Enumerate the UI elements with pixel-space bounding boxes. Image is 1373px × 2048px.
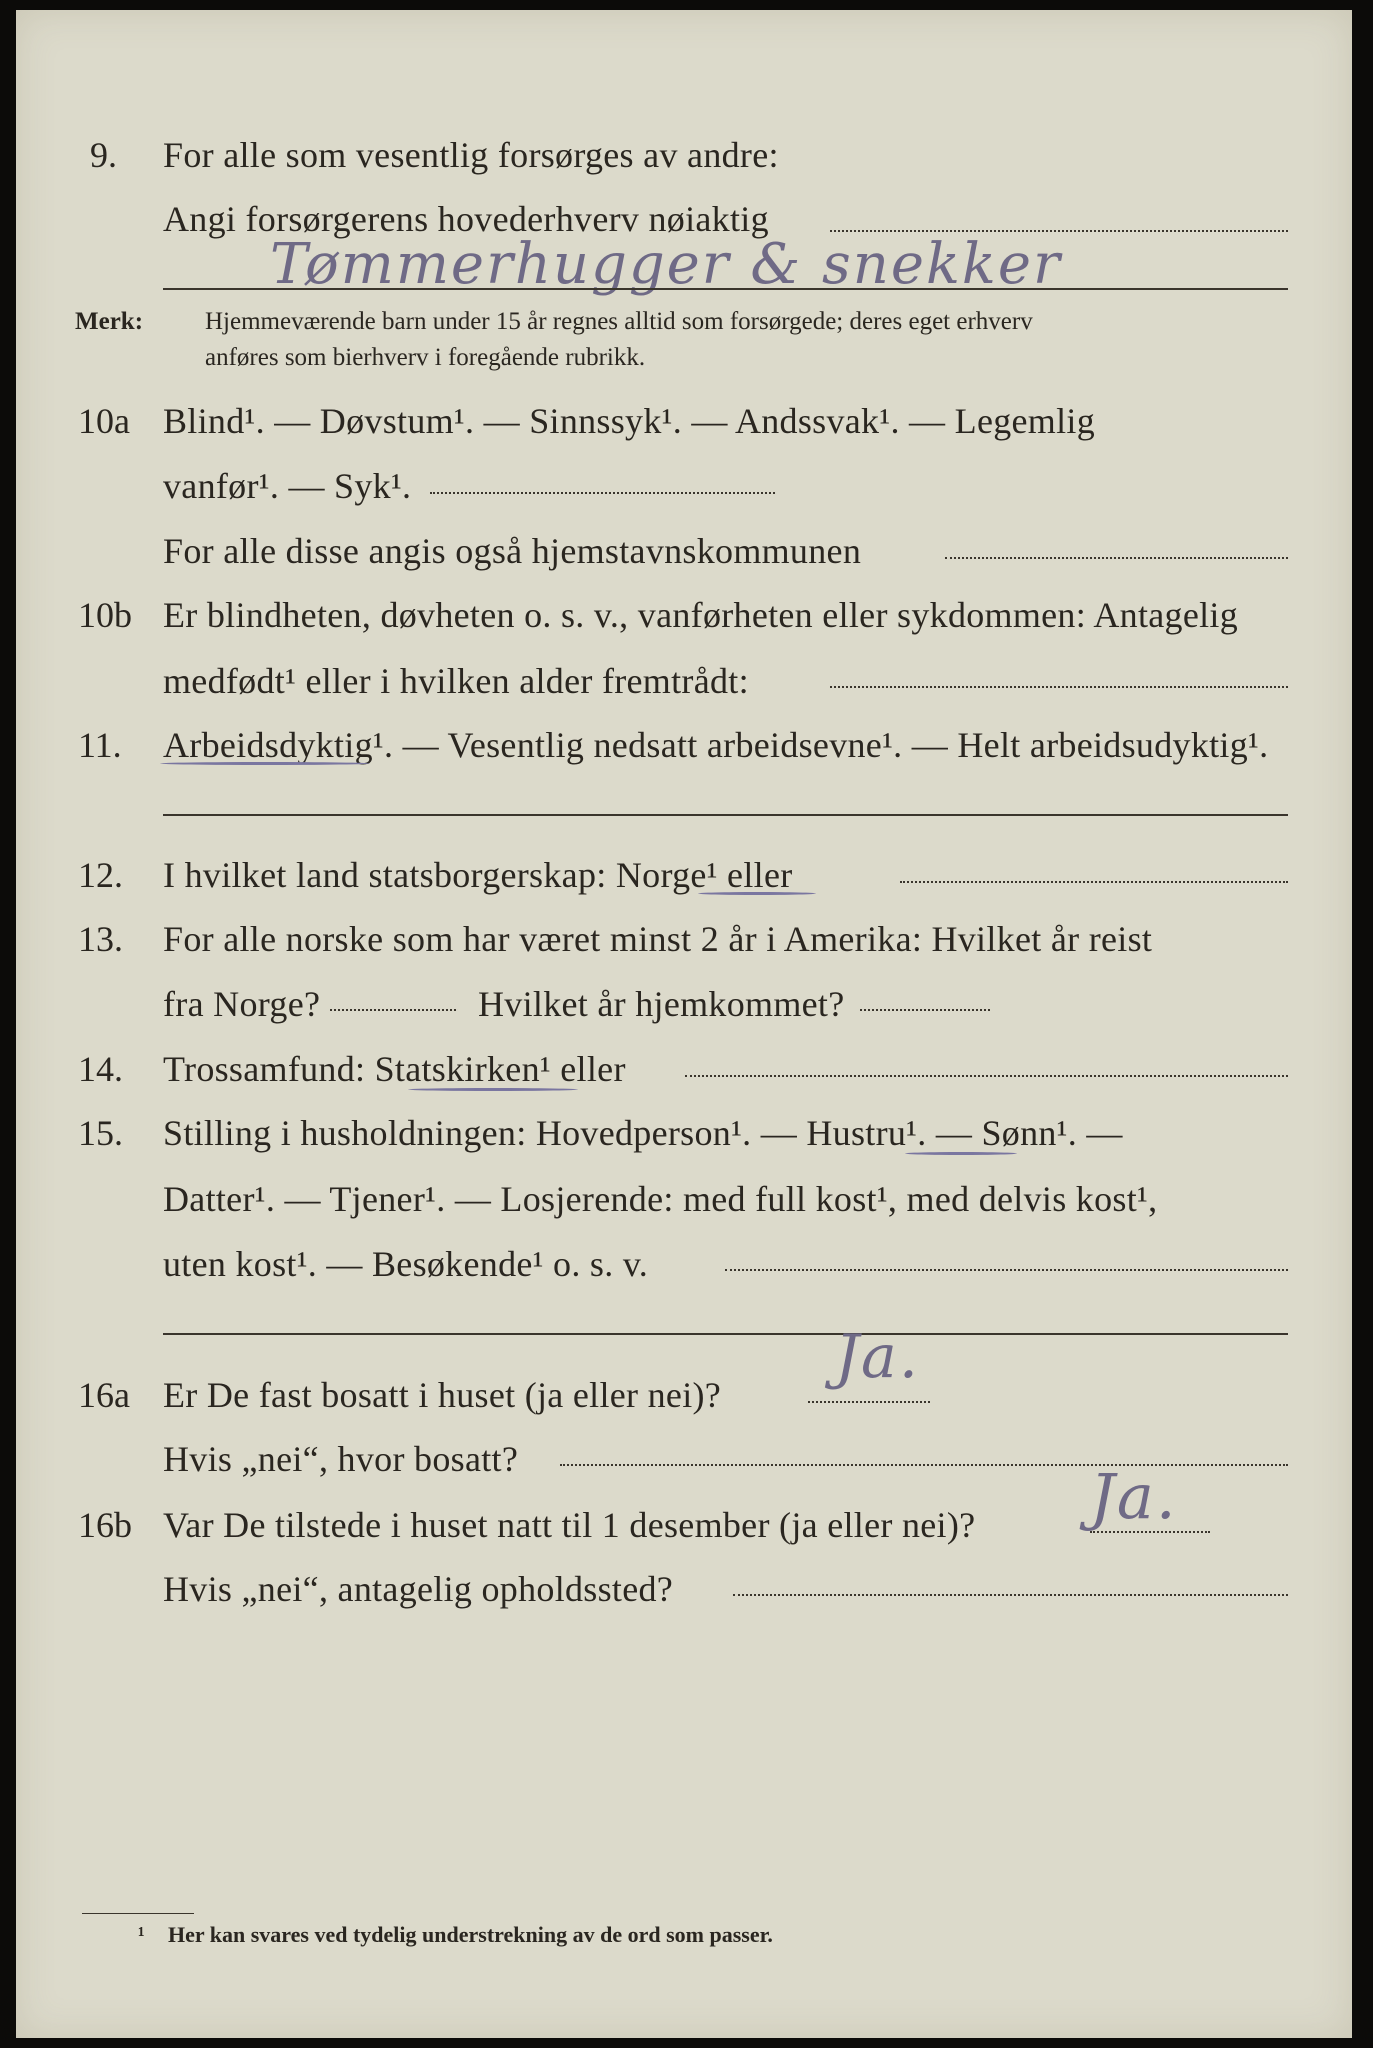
- q16a-dotted-line1: [808, 1401, 930, 1403]
- q10a-number: 10a: [78, 401, 130, 441]
- q15-number: 15.: [78, 1113, 123, 1153]
- q13-number: 13.: [78, 919, 123, 959]
- q10a-text-line2: vanfør¹. — Syk¹.: [163, 466, 412, 506]
- q15-text-line2: Datter¹. — Tjener¹. — Losjerende: med full kost¹, med delvis kost¹,: [163, 1179, 1158, 1219]
- footnote-rule: [82, 1913, 194, 1914]
- q10b-text-line2: medfødt¹ eller i hvilken alder fremtrådt:: [163, 661, 749, 701]
- q11-text-line1: Arbeidsdyktig¹. — Vesentlig nedsatt arbeidsevne¹. — Helt arbeidsudyktig¹.: [163, 725, 1269, 765]
- q16b-number: 16b: [78, 1505, 132, 1545]
- q9-text-line2: Angi forsørgerens hovederhverv nøiaktig: [163, 199, 769, 239]
- q9-text-line1: For alle som vesentlig forsørges av andre:: [163, 135, 779, 175]
- q16a-handwritten-answer: Ja.: [835, 1322, 920, 1392]
- q16b-text-line2: Hvis „nei“, antagelig opholdssted?: [163, 1569, 674, 1609]
- q16a-text-line2: Hvis „nei“, hvor bosatt?: [163, 1439, 519, 1479]
- q13-dotted-line1: [330, 1009, 456, 1011]
- q10b-text-line1: Er blindheten, døvheten o. s. v., vanførheten eller sykdommen: Antagelig: [163, 595, 1239, 635]
- q14-number: 14.: [78, 1049, 123, 1089]
- q15-text-line1: Stilling i husholdningen: Hovedperson¹. — Hustru¹. — Sønn¹. —: [163, 1113, 1123, 1153]
- q15-dotted-line: [725, 1269, 1288, 1271]
- q12-dotted-line: [900, 881, 1288, 883]
- q10a-dotted-line2: [945, 557, 1288, 559]
- merk-text-line2: anføres som bierhverv i foregående rubrikk.: [205, 344, 646, 371]
- q11-answer-line: [163, 814, 1288, 816]
- merk-label: Merk:: [75, 308, 144, 335]
- q16b-dotted-line2: [733, 1594, 1288, 1596]
- q13-dotted-line2: [860, 1009, 990, 1011]
- q15-text-line3: uten kost¹. — Besøkende¹ o. s. v.: [163, 1244, 649, 1284]
- q9-handwritten-answer: Tømmerhugger & snekker: [270, 232, 1062, 297]
- footnote-mark: ¹: [138, 1922, 145, 1947]
- q15-handwritten-underline: [905, 1152, 1017, 1155]
- q11-handwritten-underline: [160, 762, 370, 765]
- q12-number: 12.: [78, 855, 123, 895]
- q9-answer-line: [163, 288, 1288, 290]
- q10a-dotted-line1: [430, 492, 775, 494]
- q13-text-line1: For alle norske som har været minst 2 år i Amerika: Hvilket år reist: [163, 919, 1153, 959]
- q11-number: 11.: [78, 725, 122, 765]
- q16a-number: 16a: [78, 1375, 130, 1415]
- q9-number: 9.: [90, 135, 117, 175]
- merk-text-line1: Hjemmeværende barn under 15 år regnes alltid som forsørgede; deres eget erhverv: [205, 308, 1033, 335]
- q10b-number: 10b: [78, 595, 132, 635]
- q16b-text-line1: Var De tilstede i huset natt til 1 desember (ja eller nei)?: [163, 1505, 976, 1545]
- q14-text-line1: Trossamfund: Statskirken¹ eller: [163, 1049, 626, 1089]
- q10a-text-line1: Blind¹. — Døvstum¹. — Sinnssyk¹. — Andssvak¹. — Legemlig: [163, 401, 1096, 441]
- q13-text-line2b: Hvilket år hjemkommet?: [478, 984, 845, 1024]
- q14-dotted-line: [685, 1075, 1288, 1077]
- q15-answer-line: [163, 1333, 1288, 1335]
- q12-handwritten-underline: [698, 892, 816, 895]
- q10b-dotted-line: [830, 686, 1288, 688]
- q10a-text-line3: For alle disse angis også hjemstavnskommunen: [163, 531, 862, 571]
- q16a-text-line1: Er De fast bosatt i huset (ja eller nei)?: [163, 1375, 722, 1415]
- q13-text-line2a: fra Norge?: [163, 984, 321, 1024]
- q14-handwritten-underline: [408, 1088, 578, 1091]
- q12-text-line1: I hvilket land statsborgerskap: Norge¹ eller: [163, 855, 793, 895]
- footnote-text: Her kan svares ved tydelig understrekning av de ord som passer.: [168, 1922, 773, 1947]
- q16b-handwritten-answer: Ja.: [1090, 1460, 1178, 1533]
- q16a-dotted-line2: [560, 1464, 1288, 1466]
